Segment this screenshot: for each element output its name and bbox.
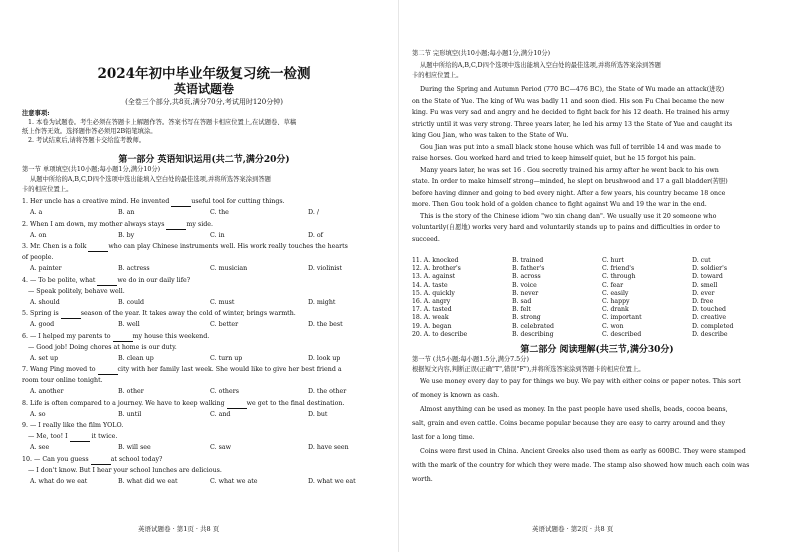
cloze-option: D. cut xyxy=(692,257,711,264)
section1-title: 第一节 单项填空(共10小题;每小题1分,满分10分) xyxy=(22,166,161,173)
answer-option: B. what did we eat xyxy=(118,477,178,485)
answer-option: B. until xyxy=(118,410,142,418)
answer-option: C. what we ate xyxy=(210,477,258,485)
cloze-option: B. celebrated xyxy=(512,322,554,330)
cloze-option-row xyxy=(412,282,782,290)
left-page xyxy=(22,0,386,552)
passage-line: strictly until it was very strong. Three years later, he led his army 13 the State of Yue and caught its xyxy=(412,120,733,128)
answer-blank xyxy=(98,366,118,375)
cloze-option: D. ever xyxy=(692,289,715,297)
reading-section-title: 第一节 (共5小题;每小题1.5分,满分7.5分) xyxy=(412,356,529,363)
question-stem: 5. Spring is season of the year. It takes away the cold of winter, brings warmth. xyxy=(22,310,296,317)
cloze-option: 12. A. brother's xyxy=(412,265,461,273)
cloze-option: D. completed xyxy=(692,322,734,330)
question-stem-continued: — Speak politely, behave well. xyxy=(28,287,125,295)
question-stem: 9. — I really like the film YOLO. xyxy=(22,422,124,429)
question-stem: 1. Her uncle has a creative mind. He invented useful tool for cutting things. xyxy=(22,198,285,205)
reading-line: salt, grain and even cattle. Coins became popular because they are easy to carry around and they xyxy=(412,420,726,427)
answer-blank xyxy=(70,433,90,442)
answer-option: C. musician xyxy=(210,265,248,272)
passage-line: before having dinner and going to bed every night. After a few years, his country became 18 once xyxy=(412,189,726,197)
cloze-option: 19. A. began xyxy=(412,322,452,330)
cloze-option: 18. A. weak xyxy=(412,314,449,322)
cloze-option: D. smell xyxy=(692,281,718,289)
cloze-option: B. strong xyxy=(512,314,541,322)
answer-option: A. a xyxy=(30,209,43,216)
cloze-option-row xyxy=(412,273,782,281)
reading-instruction: 根据短文内容,判断正误(正确"T",错误"F"),并将所选答案涂到答题卡的相应位置上。 xyxy=(412,366,645,373)
notice-line: 1. 本卷为试题卷。考生必须在答题卡上解题作答。答案书写在答题卡相应位置上,在试题卷、草稿 xyxy=(28,119,297,126)
answer-blank xyxy=(61,310,81,319)
answer-option: C. saw xyxy=(210,444,231,451)
answer-blank xyxy=(227,400,247,409)
page-footer: 英语试题卷 · 第2页 · 共8 页 xyxy=(532,525,614,533)
passage-line: king. Fu was very sad and angry and he decided to fight back for his 12 death. He trained his army xyxy=(412,109,730,116)
answer-option: D. the best xyxy=(308,321,343,328)
answer-option: C. the xyxy=(210,209,229,216)
passage-line: raise horses. Gou worked hard and tried to keep himself quiet, but he 15 forgot his pain. xyxy=(412,155,696,162)
answer-blank xyxy=(97,277,117,286)
answer-option: C. in xyxy=(210,231,225,239)
cloze-option-row xyxy=(412,290,782,298)
cloze-option: D. toward xyxy=(692,273,723,281)
right-page xyxy=(412,0,782,552)
cloze-option: C. fear xyxy=(602,281,624,289)
answer-option: B. by xyxy=(118,231,135,239)
answer-option: A. painter xyxy=(30,265,62,272)
cloze-option-row xyxy=(412,257,782,265)
cloze-option: D. touched xyxy=(692,306,726,314)
cloze-option: B. describing xyxy=(512,330,554,338)
part1-title: 第一部分 英语知识运用(共二节,满分20分) xyxy=(118,155,290,165)
question-stem: 6. — I helped my parents to my house this weekend. xyxy=(22,332,210,340)
cloze-option-row xyxy=(412,314,782,322)
exam-title: 2024年初中毕业年级复习统一检测 xyxy=(97,66,311,82)
reading-line: We use money every day to pay for things we buy. We pay with either coins or paper notes. This sort xyxy=(420,378,741,385)
answer-option: A. another xyxy=(30,388,64,395)
question-stem: 8. Life is often compared to a journey. We have to keep walking we get to the final destination. xyxy=(22,399,345,407)
cloze-option: B. sad xyxy=(512,298,532,305)
question-stem: 7. Wang Ping moved to city with her family last week. She would like to give her best friend a xyxy=(22,366,342,373)
answer-option: A. set up xyxy=(30,354,59,362)
reading-line: Almost anything can be used as money. In the past people have used shells, beads, cocoa beans, xyxy=(420,406,728,413)
passage-line: voluntarily(自愿地) works very hard and voluntarily stands up to pains and difficulties in order to xyxy=(412,224,721,231)
answer-option: C. turn up xyxy=(210,354,243,362)
cloze-option-row xyxy=(412,306,782,314)
exam-subtitle: 英语试题卷 xyxy=(173,82,234,96)
exam-meta: (全卷三个部分,共8页,满分70分,考试用时120分钟) xyxy=(125,98,283,106)
cloze-option: 13. A. against xyxy=(412,273,456,281)
question-stem: 3. Mr. Chen is a folk who can play Chinese instruments well. His work really touches the hearts xyxy=(22,243,348,250)
page-footer: 英语试题卷 · 第1页 · 共8 页 xyxy=(138,525,220,533)
answer-option: B. other xyxy=(118,388,144,395)
answer-option: D. have seen xyxy=(308,444,349,451)
cloze-option-row xyxy=(412,265,782,273)
question-stem-continued: — Good job! Doing chores at home is our duty. xyxy=(28,343,177,351)
answer-option: D. violinist xyxy=(308,265,343,272)
notice-line: 纸上作答无效。选择题作答必须用2B铅笔填涂。 xyxy=(22,128,157,135)
passage-line: king Gou Jian, who was taken to the State of Wu. xyxy=(412,132,569,139)
answer-blank xyxy=(166,221,186,230)
passage-line: state. In order to make himself strong—minded, he slept on brushwood and 17 a gall bladder(苦胆) xyxy=(412,178,728,185)
reading-line: Coins were first used in China. Ancient Greeks also used them as early as 600BC. They were stamped xyxy=(420,448,746,455)
passage-line: on the State of Yue. The king of Wu was badly 11 and soon died. His son Fu Chai became the new xyxy=(412,97,725,105)
answer-option: C. must xyxy=(210,298,235,306)
answer-option: C. and xyxy=(210,410,231,418)
passage-line: Gou Jian was put into a small black stone house which was full of terrible 14 and was made to xyxy=(420,143,721,151)
cloze-option: 15. A. quickly xyxy=(412,289,455,297)
answer-option: A. should xyxy=(30,298,60,306)
answer-option: A. what do we eat xyxy=(30,477,88,485)
notice-label: 注意事项: xyxy=(22,110,50,117)
answer-blank xyxy=(171,198,191,207)
cloze-option: C. drank xyxy=(602,306,629,314)
answer-option: D. might xyxy=(308,298,336,306)
reading-line: worth. xyxy=(412,476,433,483)
part2-title: 第二部分 阅读理解(共三节,满分30分) xyxy=(520,345,674,355)
passage-line: Many years later, he was set 16 . Gou secretly trained his army after he went back to his own xyxy=(420,166,719,174)
cloze-option: D. describe xyxy=(692,330,728,338)
question-stem: 10. — Can you guess at school today? xyxy=(22,455,163,463)
cloze-instruction: 从题中所给的A,B,C,D四个选项中选出能填入空白处的最佳选项,并将所选答案涂到答题 xyxy=(420,62,661,69)
cloze-option: 17. A. tasted xyxy=(412,306,452,314)
answer-option: B. will see xyxy=(118,444,151,451)
answer-option: B. clean up xyxy=(118,354,154,362)
answer-blank xyxy=(113,333,133,342)
cloze-option: D. soldier's xyxy=(692,265,727,273)
passage-line: succeed. xyxy=(412,235,440,243)
question-stem-continued: room tour online tonight. xyxy=(22,377,103,384)
question-stem-continued: — I don't know. But I hear your school lunches are delicious. xyxy=(28,466,222,474)
cloze-option: C. important xyxy=(602,314,642,322)
answer-option: D. look up xyxy=(308,354,341,362)
cloze-option: C. easily xyxy=(602,289,629,297)
cloze-option: 11. A. knocked xyxy=(412,257,459,264)
answer-option: D. the other xyxy=(308,388,347,395)
answer-option: C. better xyxy=(210,321,239,328)
cloze-option: B. voice xyxy=(512,281,537,289)
cloze-option: C. through xyxy=(602,273,636,281)
question-stem: 4. — To be polite, what we do in our daily life? xyxy=(22,276,191,284)
cloze-section-title: 第二节 完形填空(共10小题;每小题1分,满分10分) xyxy=(412,50,551,57)
question-stem-continued: — Me, too! I it twice. xyxy=(28,433,118,440)
cloze-option: C. hurt xyxy=(602,257,624,264)
page-fold-divider xyxy=(398,0,399,552)
cloze-option: B. across xyxy=(512,273,541,281)
answer-option: A. so xyxy=(30,410,46,418)
cloze-option: B. father's xyxy=(512,265,545,273)
answer-blank xyxy=(91,456,111,465)
answer-option: D. but xyxy=(308,410,328,418)
section1-instruction: 卡的相应位置上。 xyxy=(22,186,73,193)
cloze-option: C. won xyxy=(602,322,624,330)
cloze-option-row xyxy=(412,298,782,306)
passage-line: This is the story of the Chinese idiom "wo xin chang dan". We usually use it 20 someone who xyxy=(420,212,717,220)
answer-blank xyxy=(88,243,108,252)
cloze-option: B. trained xyxy=(512,257,544,264)
cloze-option-row xyxy=(412,323,782,331)
answer-option: A. on xyxy=(30,231,47,239)
cloze-option: B. never xyxy=(512,289,539,297)
answer-option: B. could xyxy=(118,298,145,306)
answer-option: C. others xyxy=(210,388,239,395)
notice-line: 2. 考试结束后,请将答题卡交给监考教师。 xyxy=(28,137,146,144)
answer-option: D. what we eat xyxy=(308,477,356,485)
cloze-instruction: 卡的相应位置上。 xyxy=(412,72,463,79)
cloze-option: 20. A. to describe xyxy=(412,330,468,338)
answer-option: B. an xyxy=(118,209,135,216)
passage-line: During the Spring and Autumn Period (770 BC—476 BC), the State of Wu made an attack(进攻) xyxy=(420,86,725,93)
cloze-option: 14. A. taste xyxy=(412,281,448,289)
cloze-option: D. creative xyxy=(692,314,727,322)
cloze-option: C. happy xyxy=(602,298,630,305)
answer-option: A. good xyxy=(30,321,55,328)
cloze-option: C. friend's xyxy=(602,265,635,273)
answer-option: B. well xyxy=(118,321,140,328)
passage-line: more. Then Gou took hold of a golden chance to fight against Wu and 19 the war in the end. xyxy=(412,201,707,208)
reading-line: of money is known as cash. xyxy=(412,392,500,399)
question-stem-continued: of people. xyxy=(22,254,54,261)
cloze-option-row xyxy=(412,331,782,339)
reading-line: with the mark of the country for which they were made. The stamp also showed how much each coin was xyxy=(412,462,750,469)
answer-option: D. / xyxy=(308,209,319,216)
answer-option: D. of xyxy=(308,231,323,239)
cloze-option: 16. A. angry xyxy=(412,298,451,305)
question-stem: 2. When I am down, my mother always stays my side. xyxy=(22,220,213,228)
cloze-option: B. felt xyxy=(512,306,531,314)
reading-line: last for a long time. xyxy=(412,434,475,441)
cloze-option: D. free xyxy=(692,298,714,305)
section1-instruction: 从题中所给的A,B,C,D四个选项中选出能填入空白处的最佳选项,并将所选答案涂到答题 xyxy=(30,176,271,183)
answer-option: B. actress xyxy=(118,265,150,272)
answer-option: A. see xyxy=(30,444,50,451)
cloze-option: C. described xyxy=(602,330,642,338)
